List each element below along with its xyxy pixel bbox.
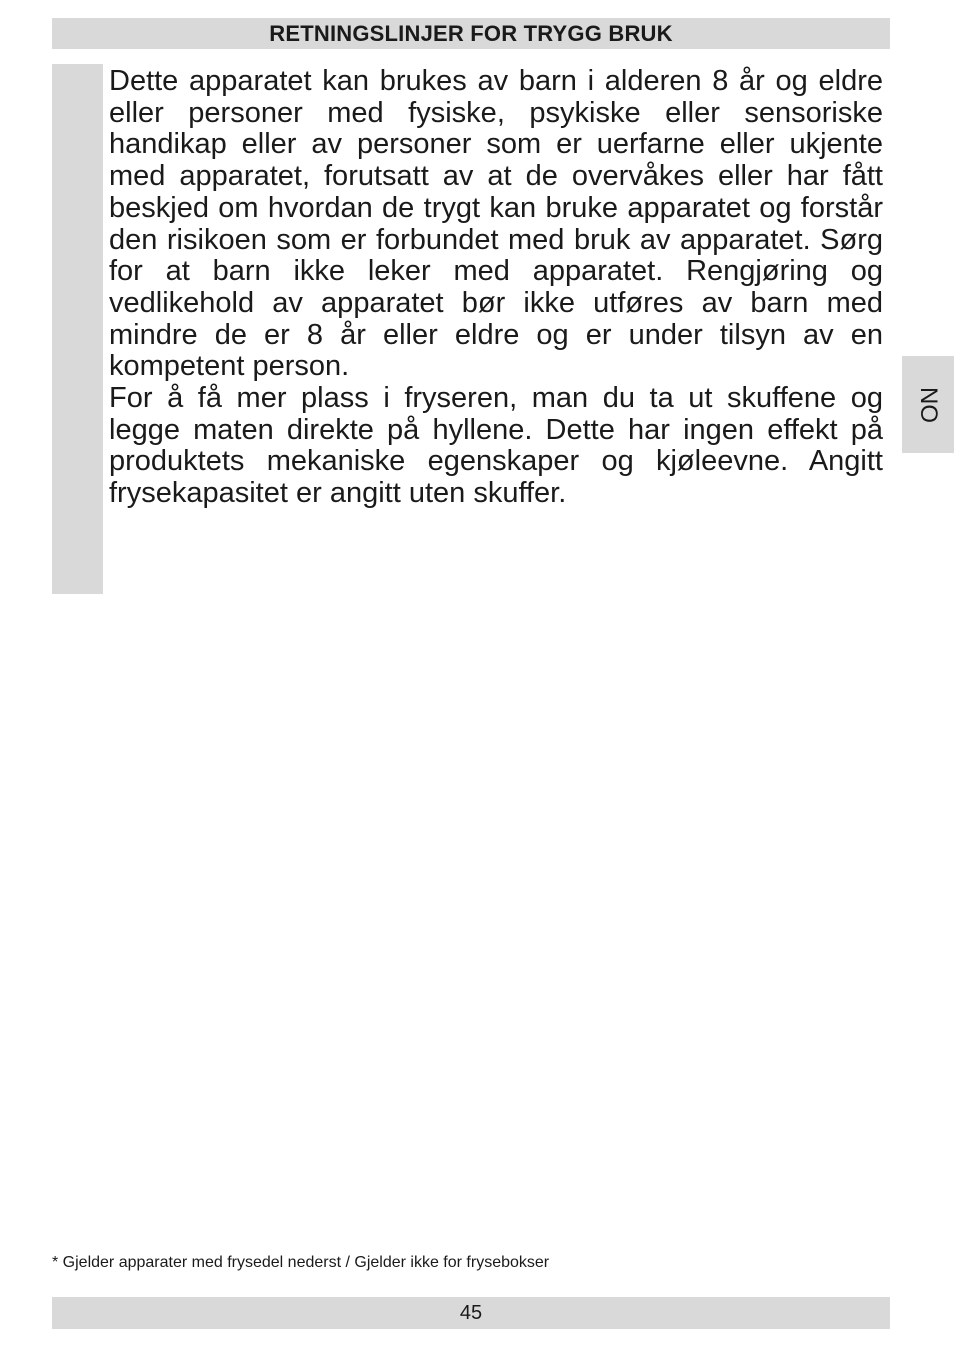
footnote: * Gjelder apparater med frysedel nederst / Gjelder ikke for frysebokser — [52, 1254, 550, 1271]
section-title: RETNINGSLINJER FOR TRYGG BRUK — [269, 20, 673, 46]
page-number: 45 — [459, 1301, 483, 1324]
safety-paragraph-drawers: For å få mer plass i fryseren, man du ta ut skuffene og legge maten direkte på hyllene. Dette har ingen effekt på produktets mekaniske egenskaper og kjøleevne. Angitt frysekapasitet er angitt uten skuffer. — [109, 382, 883, 510]
section-side-marker — [52, 64, 103, 594]
safety-paragraph-children: Dette apparatet kan brukes av barn i alderen 8 år og eldre eller personer med fysiske, psykiske eller sensoriske handikap eller av personer som er uerfarne eller ukjente med apparatet, forutsatt av at de overvåkes eller har fått beskjed om hvordan de trygt kan bruke apparatet og forstår den risikoen som er forbundet med bruk av apparatet. Sørg for at barn ikke leker med apparatet. Rengjøring og vedlikehold av apparatet bør ikke utføres av barn med mindre de er 8 år eller eldre og er under tilsyn av en kompetent person. — [109, 65, 883, 383]
footer-bar — [52, 1297, 890, 1329]
language-tab-label: NO — [915, 386, 942, 423]
safety-text-block — [109, 66, 883, 510]
section-header-bar — [52, 18, 890, 49]
language-tab — [902, 356, 954, 453]
